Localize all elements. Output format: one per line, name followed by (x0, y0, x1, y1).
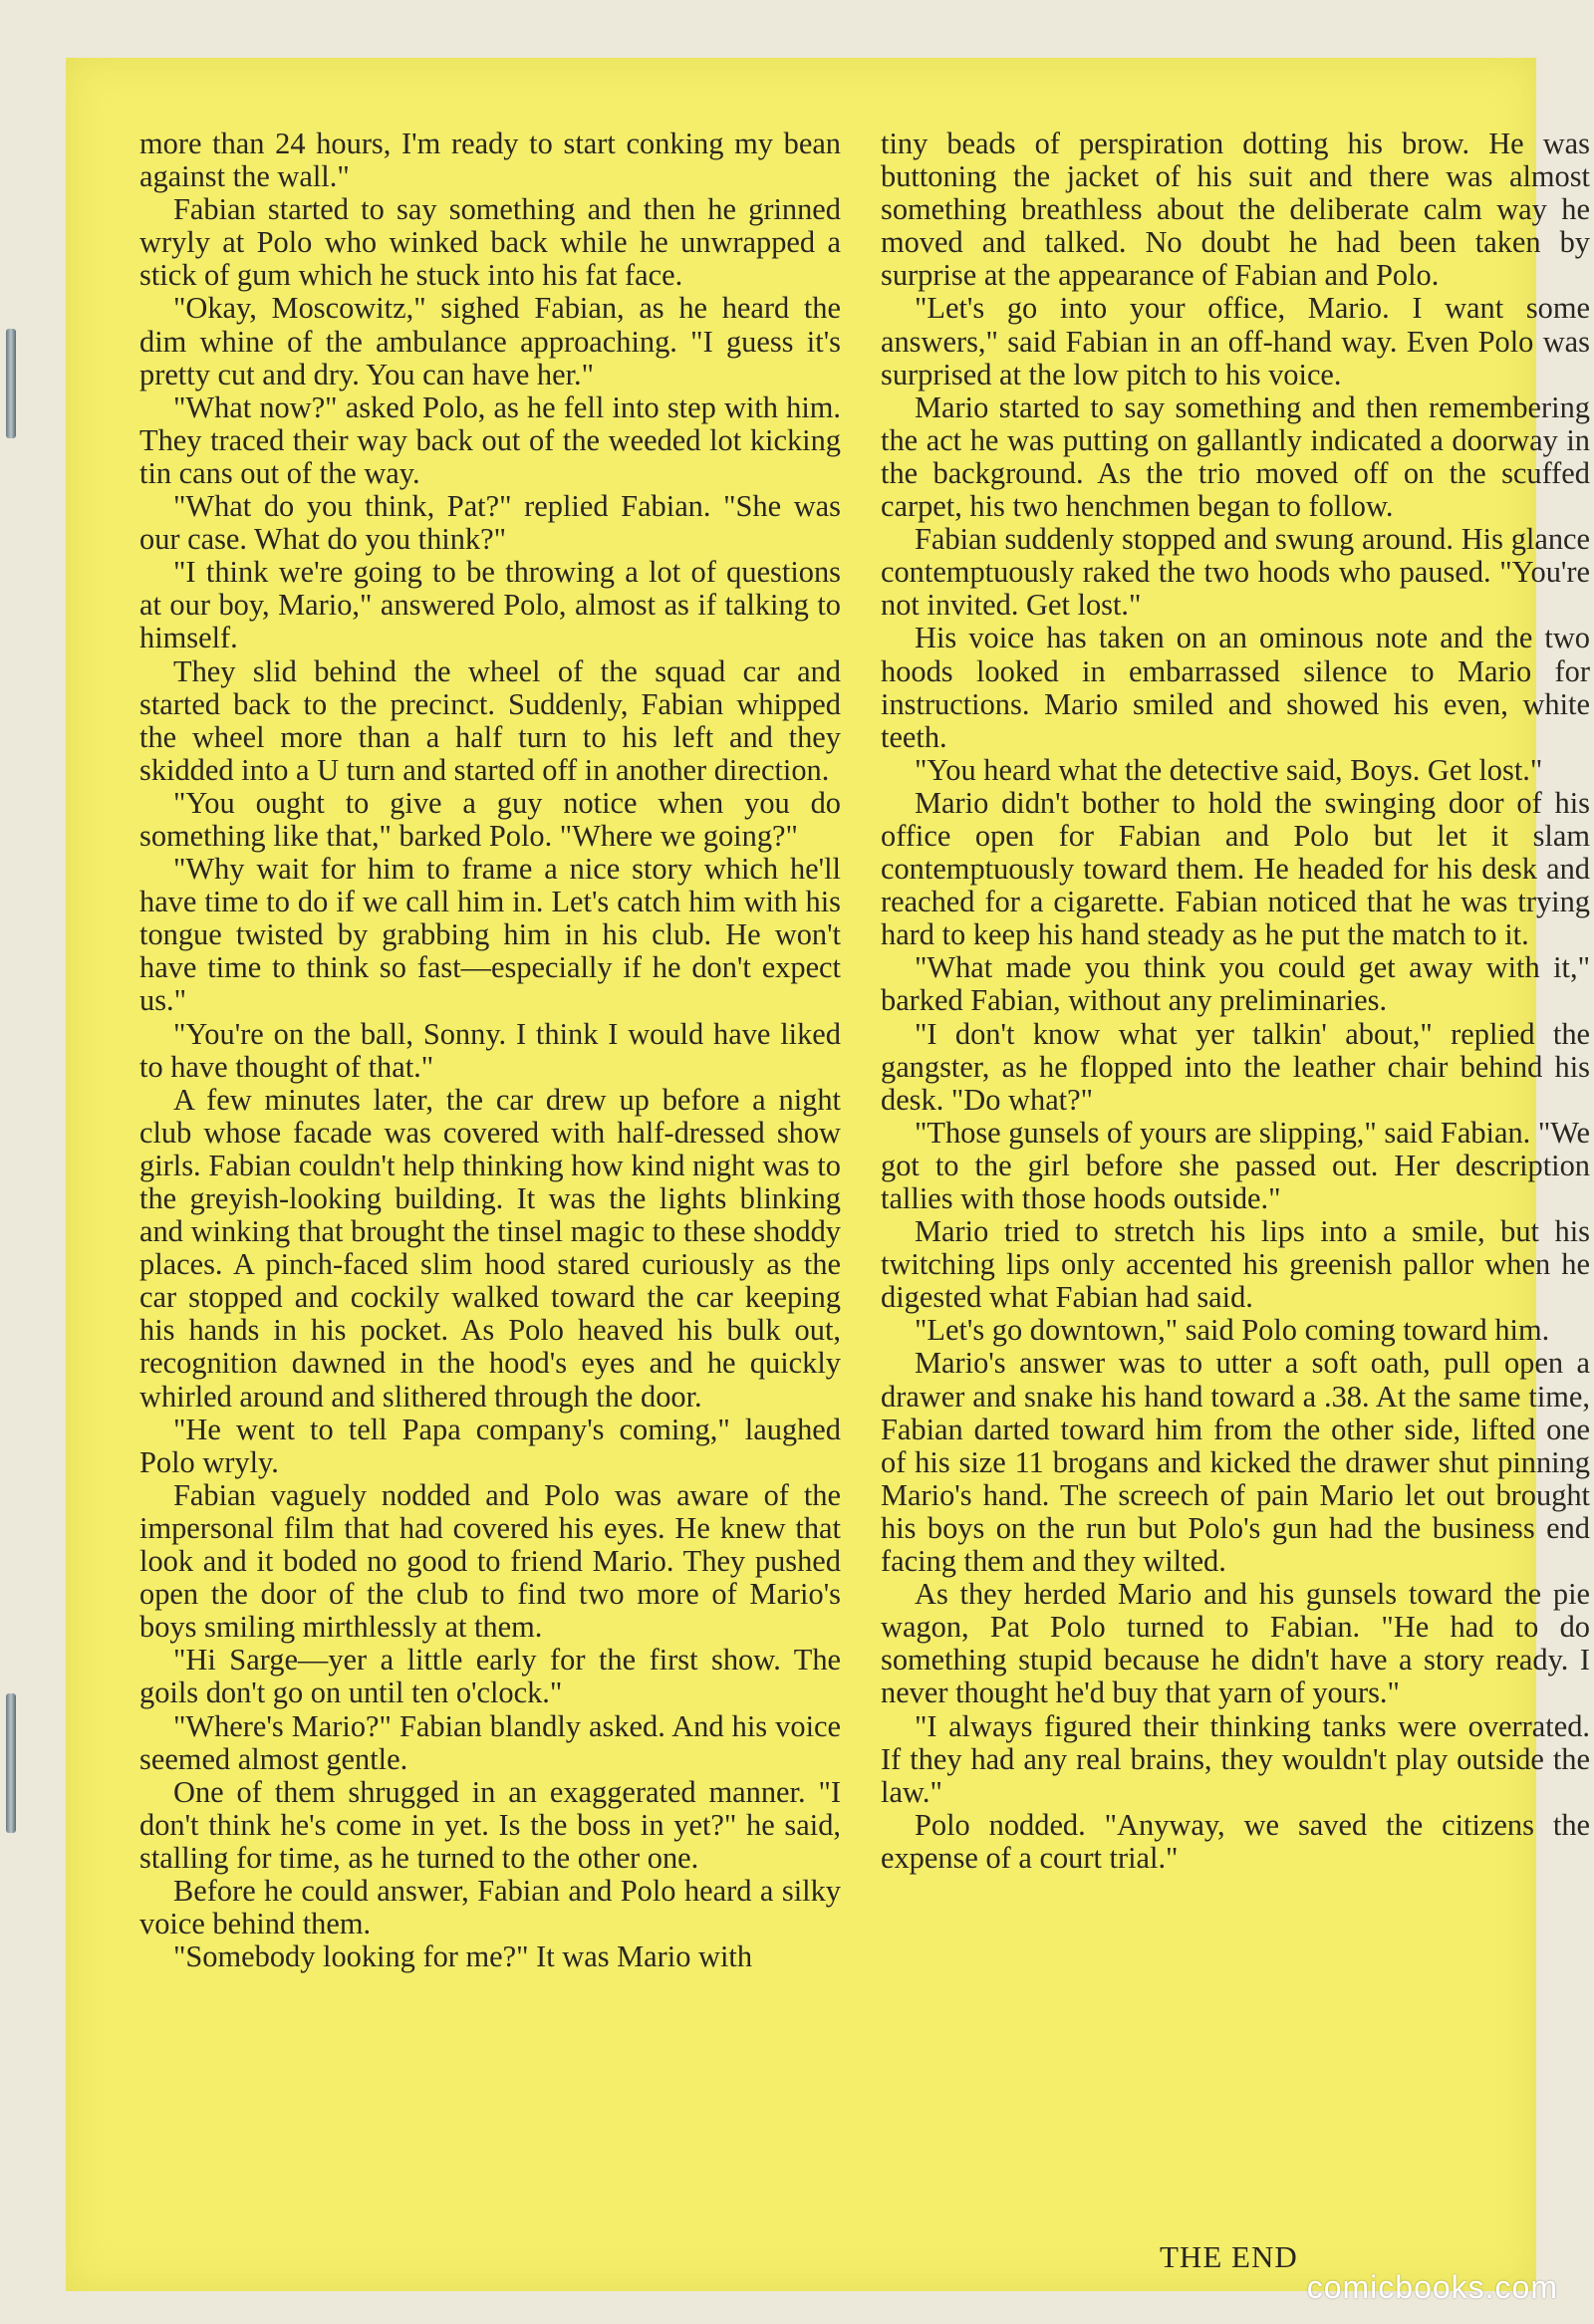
staple-top (6, 329, 16, 438)
paragraph: "He went to tell Papa company's coming," laughed Polo wryly. (139, 1412, 841, 1479)
the-end-label: THE END (1160, 2239, 1298, 2274)
text-story-panel (66, 58, 1590, 2291)
paragraph: "You're on the ball, Sonny. I think I would have liked to have thought of that." (139, 1016, 841, 1084)
paragraph: His voice has taken on an ominous note and the two hoods looked in embarrassed silence to Mario for instructions. Mario smiled and showed his even, white teeth. (881, 621, 1590, 754)
paragraph: A few minutes later, the car drew up before a night club whose facade was covered with half-dressed show girls. Fabian couldn't help thinking how kind night was to the greyish-looking building. It was the lights blinking and winking that brought the tinsel magic to these shoddy places. A pinch-faced slim hood stared curiously as the car stopped and cockily walked toward the car keeping his hands in his pocket. As Polo heaved his bulk out, recognition dawned in the hood's eyes and he quickly whirled around and slithered through the door. (139, 1082, 841, 1414)
paragraph: One of them shrugged in an exaggerated manner. "I don't think he's come in yet. Is the boss in yet?" he said, stalling for time, as he turned to the other one. (139, 1774, 841, 1875)
paragraph: more than 24 hours, I'm ready to start conking my bean against the wall." (139, 127, 841, 194)
paragraph: Fabian suddenly stopped and swung around. His glance contemptuously raked the two hoods who paused. "You're not invited. Get lost." (881, 522, 1590, 623)
paragraph: "Where's Mario?" Fabian blandly asked. And his voice seemed almost gentle. (139, 1708, 841, 1776)
paragraph: "Let's go downtown," said Polo coming toward him. (915, 1313, 1550, 1348)
paragraph: Mario didn't bother to hold the swinging door of his office open for Fabian and Polo but let it slam contemptuously toward them. He headed for his desk and reached for a cigarette. Fabian noticed that he was trying hard to keep his hand steady as he put the match to it. (881, 785, 1590, 952)
paragraph: "Those gunsels of yours are slipping," said Fabian. "We got to the girl before she passed out. Her description tallies with those hoods outside." (881, 1115, 1590, 1215)
paragraph: Mario's answer was to utter a soft oath, pull open a drawer and snake his hand toward a .38. At the same time, Fabian darted toward him from the other side, lifted one of his size 11 brogans and kicked the drawer shut pinning Mario's hand. The screech of pain Mario let out brought his boys on the run but Polo's gun had the business end facing them and they wilted. (881, 1346, 1590, 1579)
paragraph: "You heard what the detective said, Boys. Get lost." (915, 752, 1543, 787)
right-column (881, 128, 1590, 1875)
paragraph: "I think we're going to be throwing a lot of questions at our boy, Mario," answered Polo, almost as if talking to himself. (139, 555, 841, 655)
paragraph: tiny beads of perspiration dotting his brow. He was buttoning the jacket of his suit and there was almost something breathless about the deliberate calm way he moved and talked. No doubt he had been taken by surprise at the appearance of Fabian and Polo. (881, 127, 1590, 293)
paragraph: "Hi Sarge—yer a little early for the first show. The goils don't go on until ten o'clock." (139, 1643, 841, 1710)
paragraph: "What do you think, Pat?" replied Fabian. "She was our case. What do you think?" (139, 489, 841, 557)
paragraph: They slid behind the wheel of the squad car and started back to the precinct. Suddenly, Fabian whipped the wheel more than a half turn to his left and they skidded into a U turn and started off in another direction. (139, 653, 841, 787)
paragraph: Before he could answer, Fabian and Polo heard a silky voice behind them. (139, 1873, 841, 1941)
paragraph: Polo nodded. "Anyway, we saved the citizens the expense of a court trial." (881, 1807, 1590, 1875)
paragraph: Mario started to say something and then remembering the act he was putting on gallantly indicated a doorway in the background. As the trio moved off on the scuffed carpet, his two henchmen began to follow. (881, 389, 1590, 524)
paragraph: "You ought to give a guy notice when you do something like that," barked Polo. "Where we going?" (139, 785, 841, 853)
staple-bottom (6, 1693, 16, 1833)
paragraph: As they herded Mario and his gunsels toward the pie wagon, Pat Polo turned to Fabian. "He had to do something stupid because he didn't have a story ready. I never thought he'd buy that yarn of yours." (881, 1577, 1590, 1710)
paragraph: Fabian vaguely nodded and Polo was aware of the impersonal film that had covered his eyes. He knew that look and it boded no good to friend Mario. They pushed open the door of the club to find two more of Mario's boys smiling mirthlessly at them. (139, 1477, 841, 1645)
paragraph: "Why wait for him to frame a nice story which he'll have time to do if we call him in. Let's catch him with his tongue twisted by grabbing him in his club. He won't have time to think so fast—especially if he don't expect us." (139, 852, 841, 1018)
paragraph: "I always figured their thinking tanks were overrated. If they had any real brains, they wouldn't play outside the law." (881, 1708, 1590, 1809)
paragraph: Mario tried to stretch his lips into a smile, but his twitching lips only accented his greenish pallor when he digested what Fabian had said. (881, 1214, 1590, 1315)
paragraph: "What made you think you could get away with it," barked Fabian, without any preliminaries. (881, 950, 1590, 1018)
paragraph: "I don't know what yer talkin' about," replied the gangster, as he flopped into the leather chair behind his desk. "Do what?" (881, 1016, 1590, 1117)
paragraph: "Somebody looking for me?" It was Mario with (173, 1939, 753, 1974)
site-watermark: comicbooks.com (1306, 2269, 1558, 2305)
paragraph: Fabian started to say something and then he grinned wryly at Polo who winked back while he unwrapped a stick of gum which he stuck into his fat face. (139, 192, 841, 293)
paragraph: "Let's go into your office, Mario. I want some answers," said Fabian in an off-hand way. Even Polo was surprised at the low pitch to his voice. (881, 291, 1590, 391)
paragraph: "What now?" asked Polo, as he fell into step with him. They traced their way back out of the weeded lot kicking tin cans out of the way. (139, 389, 841, 490)
paragraph: "Okay, Moscowitz," sighed Fabian, as he heard the dim whine of the ambulance approaching. "I guess it's pretty cut and dry. You can have her." (139, 291, 841, 391)
left-column (139, 128, 841, 1973)
